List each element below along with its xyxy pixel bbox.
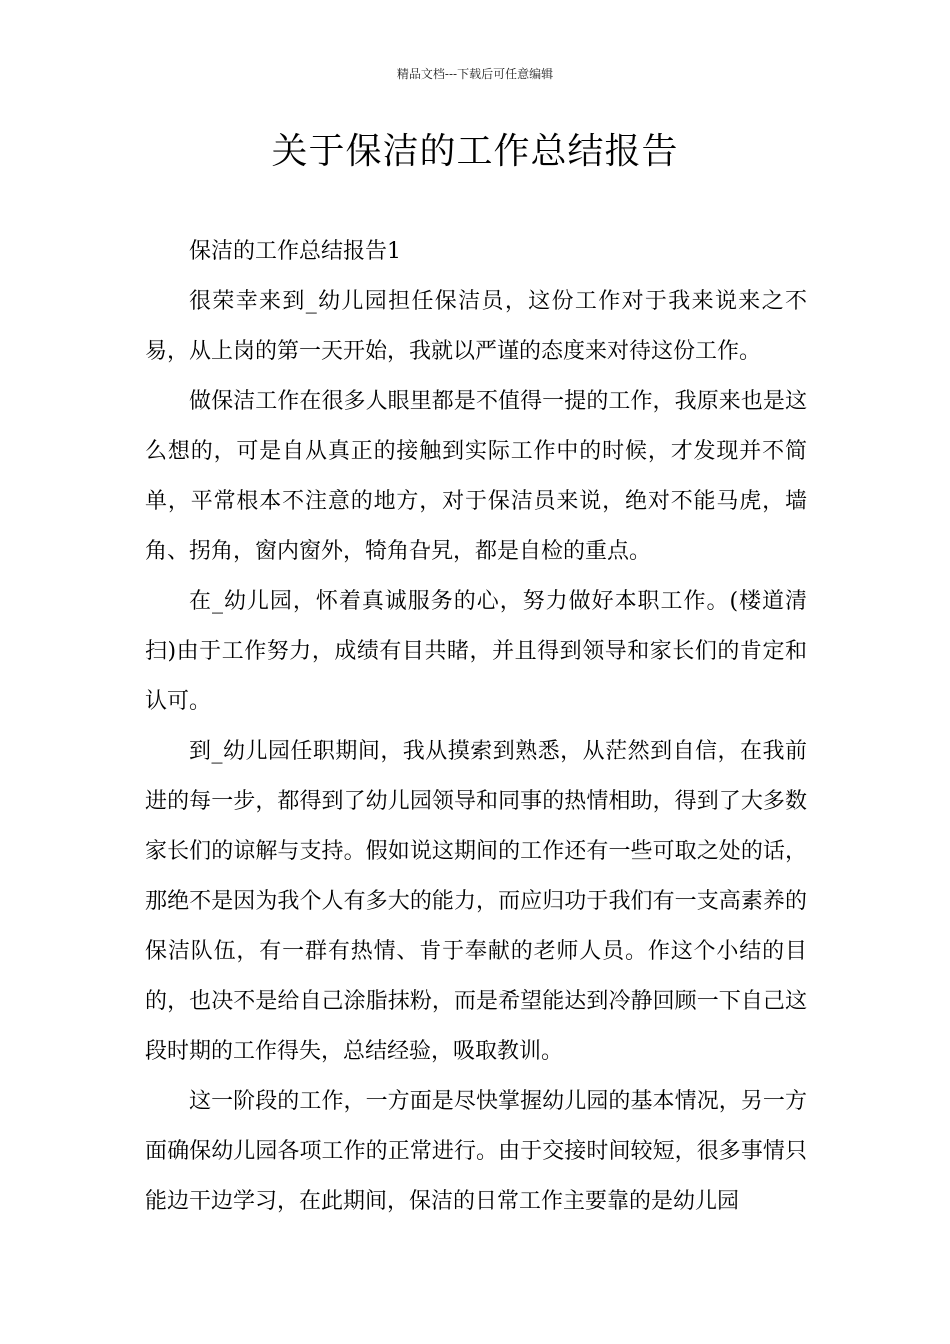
paragraph: 很荣幸来到_幼儿园担任保洁员，这份工作对于我来说来之不易，从上岗的第一天开始，我就以严谨的态度来对待这份工作。: [145, 289, 807, 364]
section-heading: 保洁的工作总结报告1: [189, 239, 401, 264]
paragraph: 在_幼儿园，怀着真诚服务的心，努力做好本职工作。(楼道清扫)由于工作努力，成绩有目共睹，并且得到领导和家长们的肯定和认可。: [145, 589, 807, 714]
header-note: 精品文档---下载后可任意编辑: [396, 67, 554, 81]
document-title: 关于保洁的工作总结报告: [271, 131, 679, 172]
document-body: [145, 227, 807, 1227]
paragraph: 做保洁工作在很多人眼里都是不值得一提的工作，我原来也是这么想的，可是自从真正的接触到实际工作中的时候，才发现并不简单，平常根本不注意的地方，对于保洁员来说，绝对不能马虎，墙角、拐角，窗内窗外，犄角旮旯，都是自检的重点。: [145, 389, 807, 564]
paragraph: 到_幼儿园任职期间，我从摸索到熟悉，从茫然到自信，在我前进的每一步，都得到了幼儿园领导和同事的热情相助，得到了大多数家长们的谅解与支持。假如说这期间的工作还有一些可取之处的话，那绝不是因为我个人有多大的能力，而应归功于我们有一支高素养的保洁队伍，有一群有热情、肯于奉献的老师人员。作这个小结的目的，也决不是给自己涂脂抹粉，而是希望能达到冷静回顾一下自己这段时期的工作得失，总结经验，吸取教训。: [145, 739, 807, 1064]
paragraph: 这一阶段的工作，一方面是尽快掌握幼儿园的基本情况，另一方面确保幼儿园各项工作的正常进行。由于交接时间较短，很多事情只能边干边学习，在此期间，保洁的日常工作主要靠的是幼儿园: [145, 1089, 807, 1214]
